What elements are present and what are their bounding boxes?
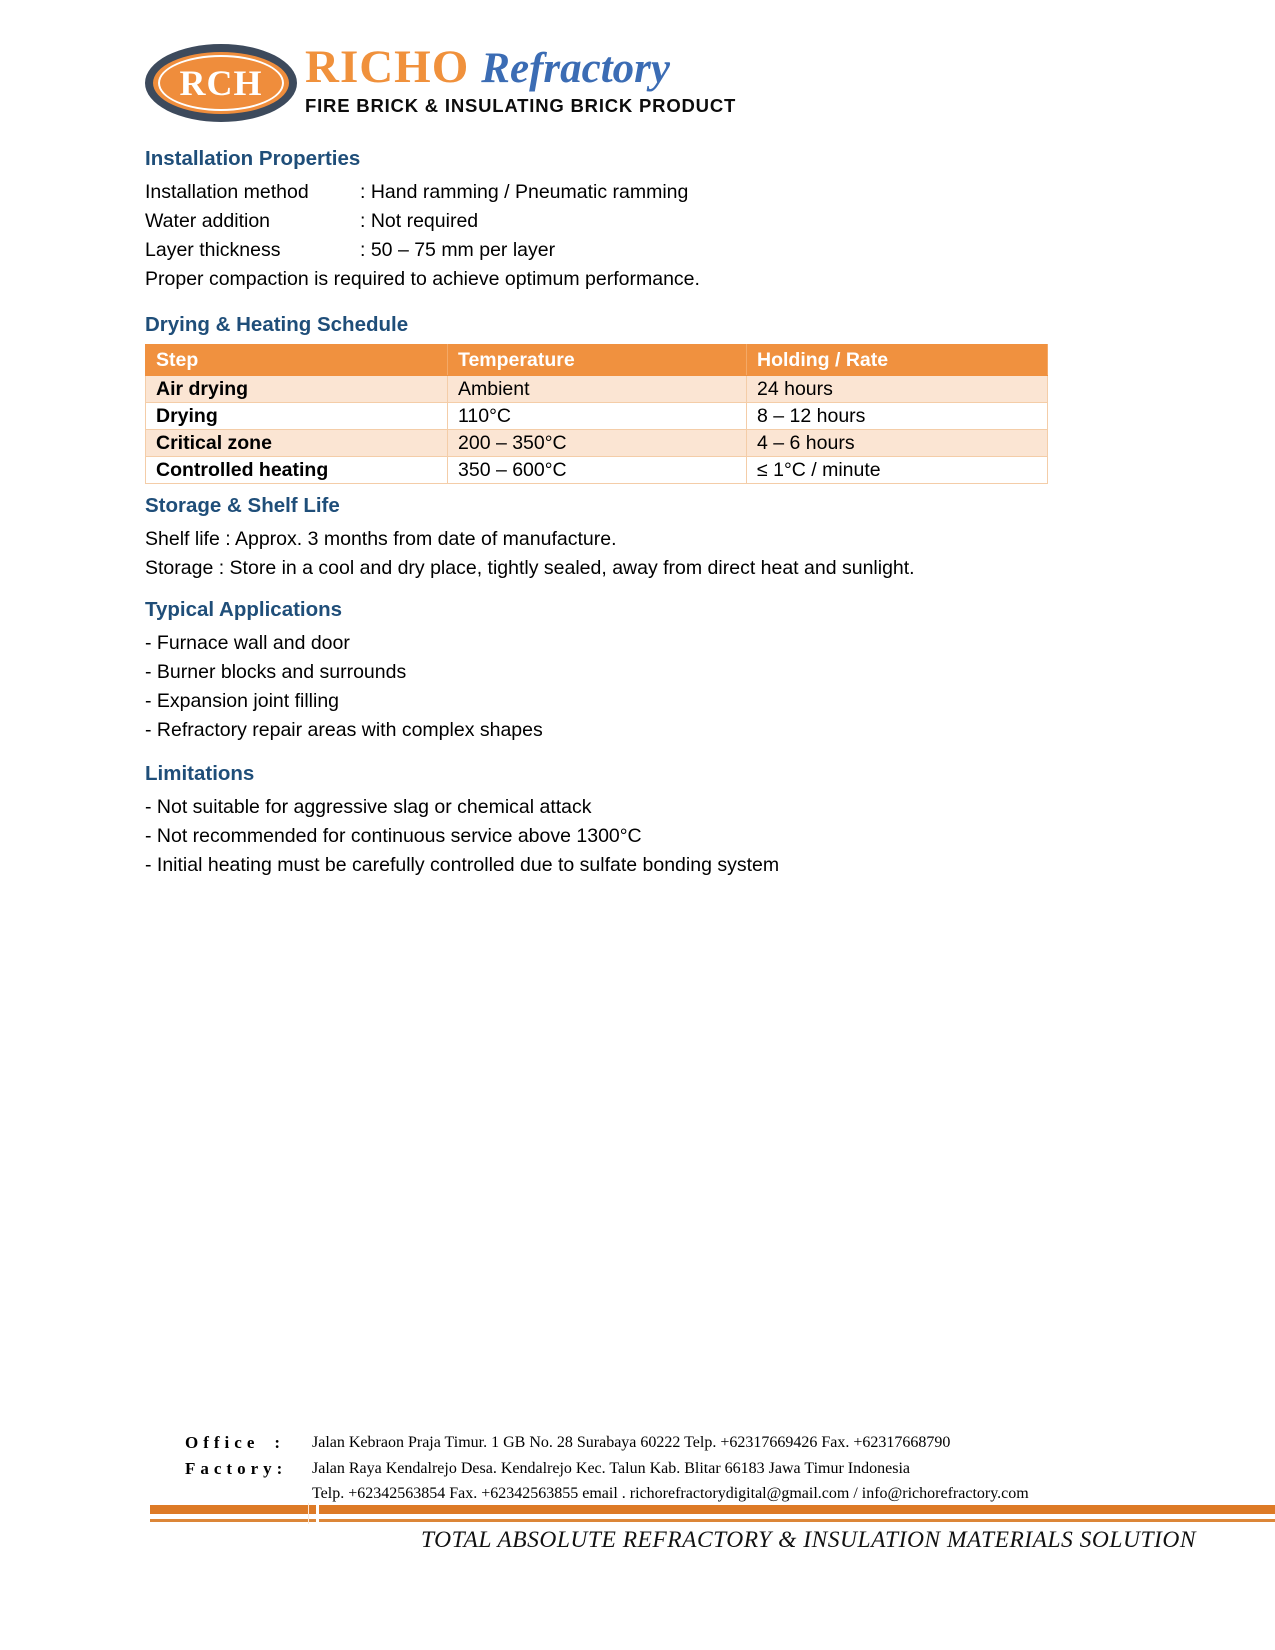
cell-temperature: Ambient bbox=[448, 376, 747, 403]
table-row bbox=[146, 376, 1048, 403]
list-item: - Not suitable for aggressive slag or chemical attack bbox=[145, 796, 592, 818]
rch-badge-icon bbox=[145, 44, 297, 122]
cell-step: Drying bbox=[146, 403, 448, 430]
list-item: - Refractory repair areas with complex shapes bbox=[145, 719, 543, 741]
section-title: Limitations bbox=[145, 762, 255, 785]
brand-name: RICHO bbox=[305, 41, 470, 93]
section-title: Installation Properties bbox=[145, 147, 361, 170]
list-item: - Burner blocks and surrounds bbox=[145, 661, 407, 683]
footer-label-colon: : bbox=[274, 1433, 285, 1452]
footer-empty-label bbox=[185, 1481, 285, 1507]
section-title: Drying & Heating Schedule bbox=[145, 313, 409, 336]
section-storage-shelf-life bbox=[145, 495, 1050, 583]
list-item: - Not recommended for continuous service above 1300°C bbox=[145, 825, 642, 847]
drying-schedule-table bbox=[145, 344, 1048, 484]
footer-address-block bbox=[185, 1430, 1145, 1507]
kv-row bbox=[145, 178, 1050, 207]
brand-tagline: FIRE BRICK & INSULATING BRICK PRODUCT bbox=[305, 95, 737, 116]
section-typical-applications bbox=[145, 599, 1050, 745]
footer-office-label bbox=[185, 1430, 285, 1456]
cell-temperature: 110°C bbox=[448, 403, 747, 430]
footer-office-row bbox=[185, 1430, 1145, 1456]
cell-holding: ≤ 1°C / minute bbox=[747, 457, 1048, 484]
logo-text-block bbox=[305, 41, 737, 117]
section-limitations bbox=[145, 763, 1050, 880]
col-header-holding-rate: Holding / Rate bbox=[747, 345, 1048, 376]
list-item: - Furnace wall and door bbox=[145, 632, 350, 654]
cell-holding: 24 hours bbox=[747, 376, 1048, 403]
cell-holding: 4 – 6 hours bbox=[747, 430, 1048, 457]
cell-step: Air drying bbox=[146, 376, 448, 403]
logo-name-line bbox=[305, 41, 736, 93]
kv-value: : Hand ramming / Pneumatic ramming bbox=[360, 181, 689, 203]
footer-contact-line: Telp. +62342563854 Fax. +62342563855 email . richorefractorydigital@gmail.com / info@richorefractory.com bbox=[312, 1485, 1029, 1502]
footer-factory-address: Jalan Raya Kendalrejo Desa. Kendalrejo Kec. Talun Kab. Blitar 66183 Jawa Timur Indonesia bbox=[312, 1459, 910, 1477]
table-header-row bbox=[146, 345, 1048, 376]
section-title: Typical Applications bbox=[145, 598, 343, 621]
col-header-step: Step bbox=[146, 345, 448, 376]
table-row bbox=[146, 430, 1048, 457]
kv-label: Layer thickness bbox=[145, 239, 281, 261]
rch-badge-text: RCH bbox=[179, 63, 263, 103]
kv-value: : Not required bbox=[360, 210, 479, 232]
kv-value: : 50 – 75 mm per layer bbox=[360, 239, 556, 261]
company-logo bbox=[145, 41, 737, 122]
section-drying-heating bbox=[145, 314, 1050, 484]
footer-label-text: Factory bbox=[185, 1458, 277, 1478]
footer-bar-gap bbox=[308, 1503, 309, 1524]
col-header-temperature: Temperature bbox=[448, 345, 747, 376]
table-row bbox=[146, 457, 1048, 484]
kv-label: Installation method bbox=[145, 181, 309, 203]
installation-note: Proper compaction is required to achieve optimum performance. bbox=[145, 268, 700, 290]
brand-name-suffix: Refractory bbox=[481, 45, 670, 92]
cell-step: Critical zone bbox=[146, 430, 448, 457]
footer-label-text: Office bbox=[185, 1433, 260, 1452]
footer-slogan: TOTAL ABSOLUTE REFRACTORY & INSULATION MATERIALS SOLUTION bbox=[421, 1527, 1196, 1553]
cell-temperature: 350 – 600°C bbox=[448, 457, 747, 484]
kv-label: Water addition bbox=[145, 210, 271, 232]
cell-temperature: 200 – 350°C bbox=[448, 430, 747, 457]
table-row bbox=[146, 403, 1048, 430]
kv-row bbox=[145, 207, 1050, 236]
kv-row bbox=[145, 236, 1050, 265]
cell-holding: 8 – 12 hours bbox=[747, 403, 1048, 430]
footer-factory-row bbox=[185, 1456, 1145, 1482]
cell-step: Controlled heating bbox=[146, 457, 448, 484]
footer-contact-row bbox=[185, 1481, 1145, 1507]
list-item: - Expansion joint filling bbox=[145, 690, 340, 712]
footer-bar-gap bbox=[316, 1503, 319, 1524]
section-title: Storage & Shelf Life bbox=[145, 494, 340, 517]
list-item: - Initial heating must be carefully controlled due to sulfate bonding system bbox=[145, 854, 780, 876]
storage-line: Storage : Store in a cool and dry place, tightly sealed, away from direct heat and sunlight. bbox=[145, 557, 915, 579]
section-installation-properties bbox=[145, 148, 1050, 294]
storage-line: Shelf life : Approx. 3 months from date of manufacture. bbox=[145, 528, 617, 550]
footer-label-colon: : bbox=[276, 1458, 288, 1478]
footer-factory-label bbox=[185, 1456, 288, 1482]
footer-office-address: Jalan Kebraon Praja Timur. 1 GB No. 28 Surabaya 60222 Telp. +62317669426 Fax. +62317668790 bbox=[312, 1434, 951, 1451]
